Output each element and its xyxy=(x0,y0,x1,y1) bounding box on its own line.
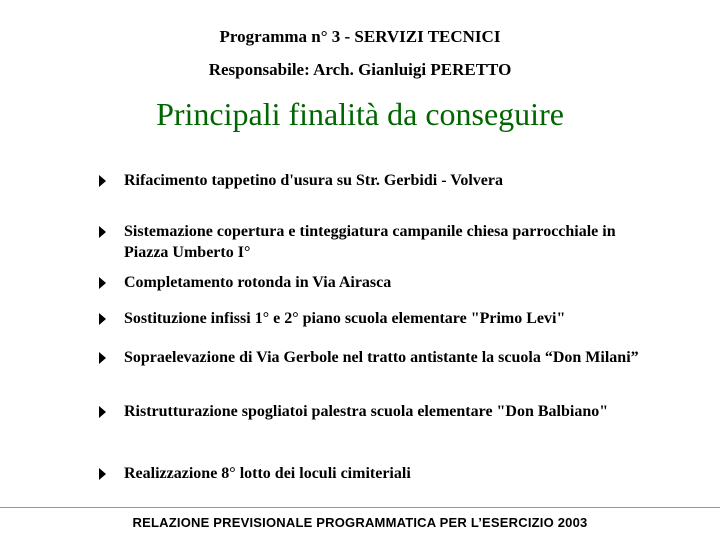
bullet-arrow-icon xyxy=(99,313,106,325)
bullet-text: Completamento rotonda in Via Airasca xyxy=(124,274,392,291)
bullet-arrow-icon xyxy=(99,226,106,238)
bullet-item-5 xyxy=(99,347,659,368)
bullet-arrow-icon xyxy=(99,468,106,480)
footer-divider xyxy=(0,507,720,508)
footer-text: RELAZIONE PREVISIONALE PROGRAMMATICA PER L’ESERCIZIO 2003 xyxy=(132,515,588,530)
slide-title: Principali finalità da conseguire xyxy=(156,96,564,132)
bullet-text: Rifacimento tappetino d'usura su Str. Gerbidi - Volvera xyxy=(124,172,503,189)
bullet-item-4 xyxy=(99,308,659,329)
program-heading: Programma n° 3 - SERVIZI TECNICI xyxy=(219,27,501,46)
bullet-arrow-icon xyxy=(99,406,106,418)
bullet-text: Sopraelevazione di Via Gerbole nel tratto antistante la scuola “Don Milani” xyxy=(124,349,639,366)
bullet-item-2 xyxy=(99,221,659,263)
bullet-arrow-icon xyxy=(99,175,106,187)
bullet-item-6 xyxy=(99,401,659,422)
responsible-heading: Responsabile: Arch. Gianluigi PERETTO xyxy=(208,60,512,79)
bullet-item-3 xyxy=(99,272,659,293)
bullet-text: Ristrutturazione spogliatoi palestra scuola elementare "Don Balbiano" xyxy=(124,403,609,420)
bullet-item-1 xyxy=(99,170,659,191)
bullet-item-7 xyxy=(99,463,659,484)
bullet-text: Sistemazione copertura e tinteggiatura campanile chiesa parrocchiale in Piazza Umberto I° xyxy=(124,223,616,261)
bullet-text: Realizzazione 8° lotto dei loculi cimiteriali xyxy=(124,465,411,482)
bullet-arrow-icon xyxy=(99,277,106,289)
bullet-arrow-icon xyxy=(99,352,106,364)
bullet-text: Sostituzione infissi 1° e 2° piano scuola elementare "Primo Levi" xyxy=(124,310,566,327)
